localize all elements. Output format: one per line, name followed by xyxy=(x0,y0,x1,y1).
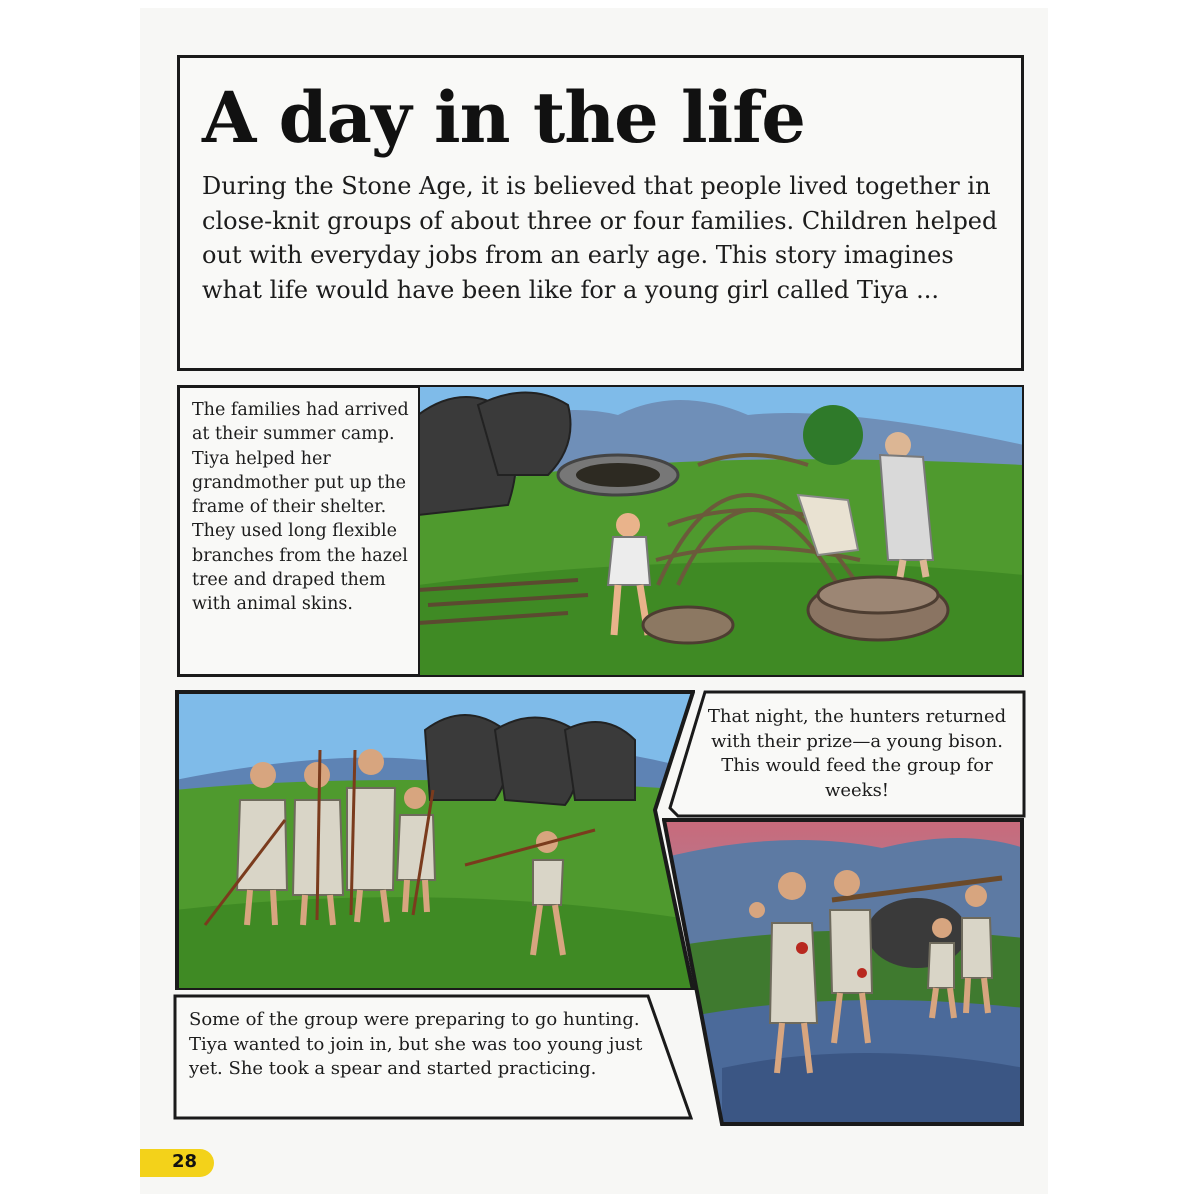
panel-2-caption: Some of the group were preparing to go hunting. Tiya wanted to join in, but she was too young just yet. She took a spear and started practicing. xyxy=(189,1009,643,1079)
intro-box xyxy=(177,55,1024,371)
panel-1-illustration xyxy=(418,385,1024,677)
page-title: A day in the life xyxy=(202,76,805,159)
panel-1-caption: The families had arrived at their summer camp. Tiya helped her grandmother put up the frame of their shelter. They used long flexible branches from the hazel tree and draped them with animal skins. xyxy=(192,400,409,615)
panel-3-illustration xyxy=(662,818,1024,1126)
page-number: 28 xyxy=(172,1151,198,1172)
intro-paragraph: During the Stone Age, it is believed that people lived together in close-knit groups of about three or four families. Children helped out with everyday jobs from an early age. This story imagines what life would have been like for a young girl called Tiya ... xyxy=(202,172,998,304)
panel-3-caption: That night, the hunters returned with their prize—a young bison. This would feed the group for weeks! xyxy=(707,706,1007,801)
panel-2-illustration xyxy=(175,690,695,990)
panel-1-caption-box xyxy=(177,385,421,677)
